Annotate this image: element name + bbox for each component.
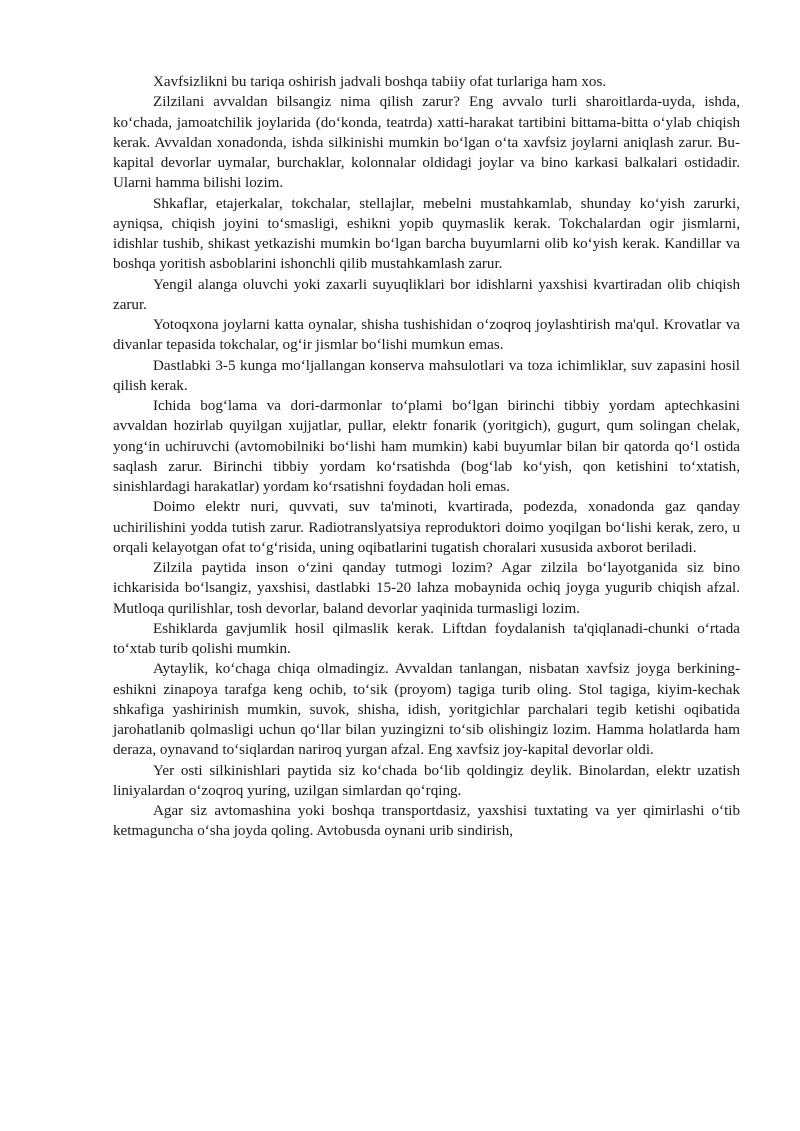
paragraph: Doimo elektr nuri, quvvati, suv ta'minoti, kvartirada, podezda, xonadonda gaz qanday uchirilishini yodda tutish zarur. Radiotranslyatsiya reproduktori doimo yoqilgan bo‘lishi kerak, zero, u orqali kelayotgan ofat to‘g‘risida, uning oqibatlarini tugatish choralari xususida axborot beriladi. bbox=[113, 499, 740, 556]
paragraph: Yengil alanga oluvchi yoki zaxarli suyuqliklari bor idishlarni yaxshisi kvartiradan olib chiqish zarur. bbox=[113, 276, 740, 313]
paragraph: Shkaflar, etajerkalar, tokchalar, stellajlar, mebelni mustahkamlab, shunday ko‘yish zarurki, ayniqsa, chiqish joyini to‘smasligi, eshikni yopib quymaslik kerak. Tokchalardan ogir jismlarni, idishlar tushib, shikast yetkazishi mumkin bo‘lgan barcha buyumlarni olib ko‘yish kerak. Kandillar va boshqa yoritish asboblarini ishonchli qilib mustahkamlash zarur. bbox=[113, 195, 740, 273]
paragraph: Agar siz avtomashina yoki boshqa transportdasiz, yaxshisi tuxtating va yer qimirlashi o‘tib ketmaguncha o‘sha joyda qoling. Avtobusda oynani urib sindirish, bbox=[113, 803, 740, 840]
paragraph: Zilzila paytida inson o‘zini qanday tutmogi lozim? Agar zilzila bo‘layotganida siz bino ichkarisida bo‘lsangiz, yaxshisi, dastlabki 15-20 lahza mobaynida ochiq joyga yugurib chiqish afzal. Mutloqa qurilishlar, tosh devorlar, baland devorlar yaqinida turmasligi lozim. bbox=[113, 560, 740, 617]
paragraph: Ichida bog‘lama va dori-darmonlar to‘plami bo‘lgan birinchi tibbiy yordam aptechkasini avvaldan hozirlab quyilgan xujjatlar, pullar, elektr fonarik (yoritgich), gugurt, qum solingan chelak, yong‘in uchiruvchi (avtomobilniki bo‘lishi ham mumkin) kabi buyumlar bilan bir qatorda qo‘l ostida saqlash zarur. Birinchi tibbiy yordam ko‘rsatishda (bog‘lab ko‘yish, qon ketishini to‘xtatish, sinishlardagi harakatlar) yordam ko‘rsatishni foydadan holi emas. bbox=[113, 398, 740, 495]
paragraph: Yotoqxona joylarni katta oynalar, shisha tushishidan o‘zoqroq joylashtirish ma'qul. Krovatlar va divanlar tepasida tokchalar, og‘ir jismlar bo‘lishi mumkun emas. bbox=[113, 317, 740, 354]
document-page bbox=[113, 72, 740, 842]
paragraph: Zilzilani avvaldan bilsangiz nima qilish zarur? Eng avvalo turli sharoitlarda-uyda, ishda, ko‘chada, jamoatchilik joylarida (do‘konda, teatrda) xatti-harakat tartibini bittama-bitta o‘ylab chiqish kerak. Avvaldan xonadonda, ishda silkinishi mumkin bo‘lgan o‘ta xavfsiz joylarni aniqlash zarur. Bu-kapital devorlar uymalar, burchaklar, kolonnalar oldidagi joylar va bino karkasi balkalari ostidadir. Ularni hamma bilishi lozim. bbox=[113, 94, 740, 192]
paragraph: Eshiklarda gavjumlik hosil qilmaslik kerak. Liftdan foydalanish ta'qiqlanadi-chunki o‘rtada to‘xtab turib qolishi mumkin. bbox=[113, 620, 740, 657]
paragraph: Aytaylik, ko‘chaga chiqa olmadingiz. Avvaldan tanlangan, nisbatan xavfsiz joyga berkining-eshikni zinapoya tarafga keng ochib, to‘sik (proyom) tagiga turib oling. Stol tagiga, kiyim-kechak shkafiga yashirinish mumkin, suvok, shisha, idish, yoritgichlar parchalari tegib ketishi oqibatida jarohatlanib qolmasligi uchun qo‘llar bilan yuzingizni to‘sib olishingiz lozim. Hamma holatlarda ham deraza, oynavand to‘siqlardan nariroq yurgan afzal. Eng xavfsiz joy-kapital devorlar oldi. bbox=[113, 661, 740, 759]
paragraph: Yer osti silkinishlari paytida siz ko‘chada bo‘lib qoldingiz deylik. Binolardan, elektr uzatish liniyalardan o‘zoqroq yuring, uzilgan simlardan qo‘rqing. bbox=[113, 762, 740, 799]
paragraph: Dastlabki 3-5 kunga mo‘ljallangan konserva mahsulotlari va toza ichimliklar, suv zapasini hosil qilish kerak. bbox=[113, 357, 740, 394]
paragraph: Xavfsizlikni bu tariqa oshirish jadvali boshqa tabiiy ofat turlariga ham xos. bbox=[153, 74, 607, 90]
